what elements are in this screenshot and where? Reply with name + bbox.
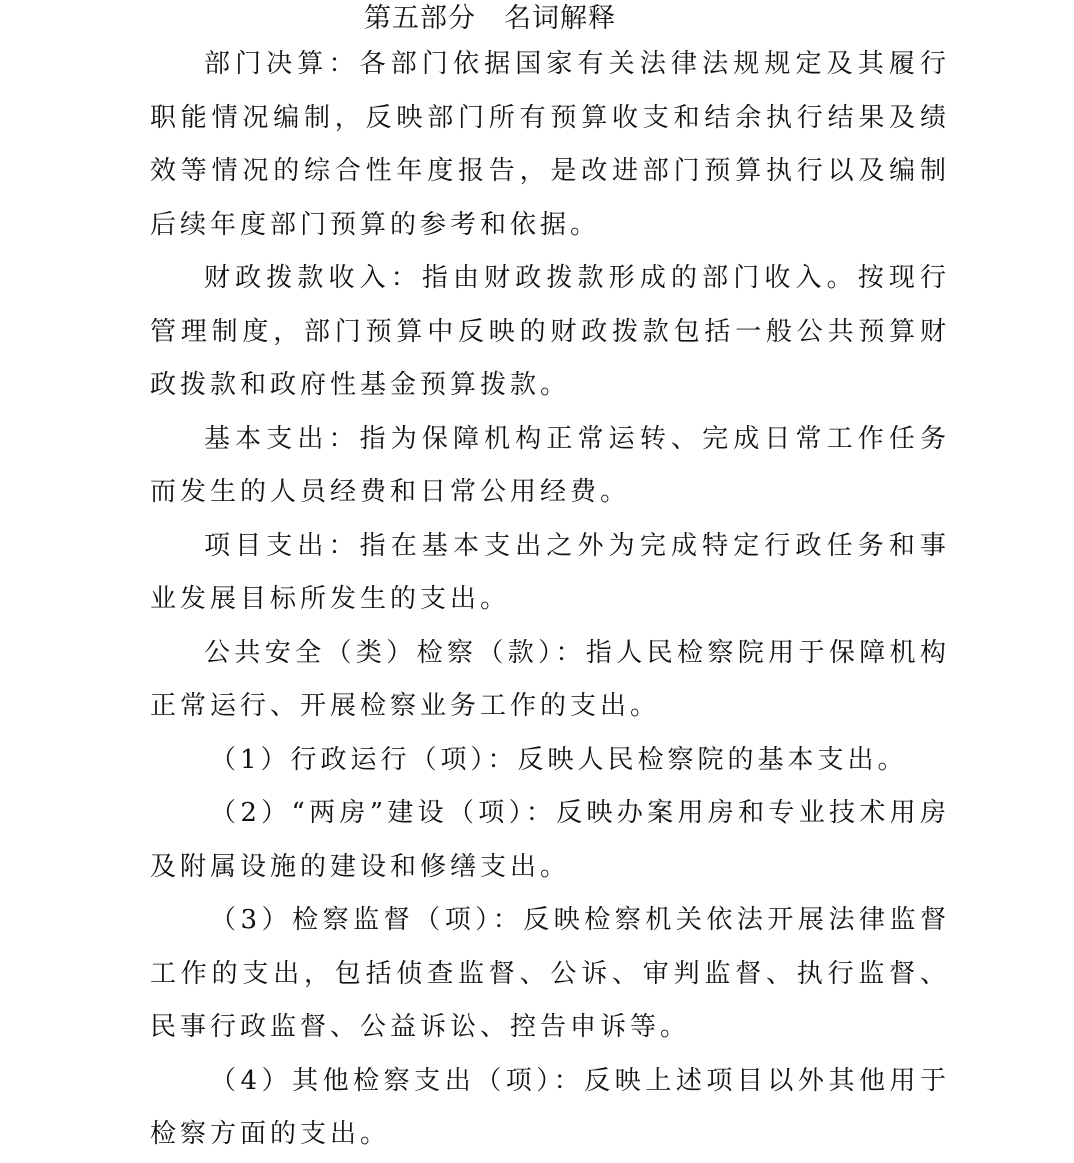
paragraph-fiscal-appropriation-income: 财政拨款收入：指由财政拨款形成的部门收入。按现行管理制度，部门预算中反映的财政拨款包括一般公共预算财政拨款和政府性基金预算拨款。 — [150, 263, 950, 400]
paragraph-department-final-accounts: 部门决算：各部门依据国家有关法律法规规定及其履行职能情况编制，反映部门所有预算收支和结余执行结果及绩效等情况的综合性年度报告，是改进部门预算执行以及编制后续年度部门预算的参考和依据。 — [150, 49, 950, 240]
paragraph-item-2: （2）“两房”建设（项）：反映办案用房和专业技术用房及附属设施的建设和修缮支出。 — [150, 798, 950, 882]
section-title: 第五部分 名词解释 — [364, 3, 616, 34]
paragraph-item-3: （3）检察监督（项）：反映检察机关依法开展法律监督工作的支出，包括侦查监督、公诉、审判监督、执行监督、民事行政监督、公益诉讼、控告申诉等。 — [150, 905, 950, 1042]
paragraph-item-4: （4）其他检察支出（项）：反映上述项目以外其他用于检察方面的支出。 — [150, 1065, 950, 1149]
paragraph-public-security-procuratorate: 公共安全（类）检察（款）：指人民检察院用于保障机构正常运行、开展检察业务工作的支出。 — [150, 637, 950, 721]
paragraph-item-1: （1）行政运行（项）：反映人民检察院的基本支出。 — [210, 744, 908, 775]
document-page — [150, 0, 950, 1162]
paragraph-project-expenditure: 项目支出：指在基本支出之外为完成特定行政任务和事业发展目标所发生的支出。 — [150, 530, 950, 614]
paragraph-basic-expenditure: 基本支出：指为保障机构正常运转、完成日常工作任务而发生的人员经费和日常公用经费。 — [150, 423, 950, 507]
